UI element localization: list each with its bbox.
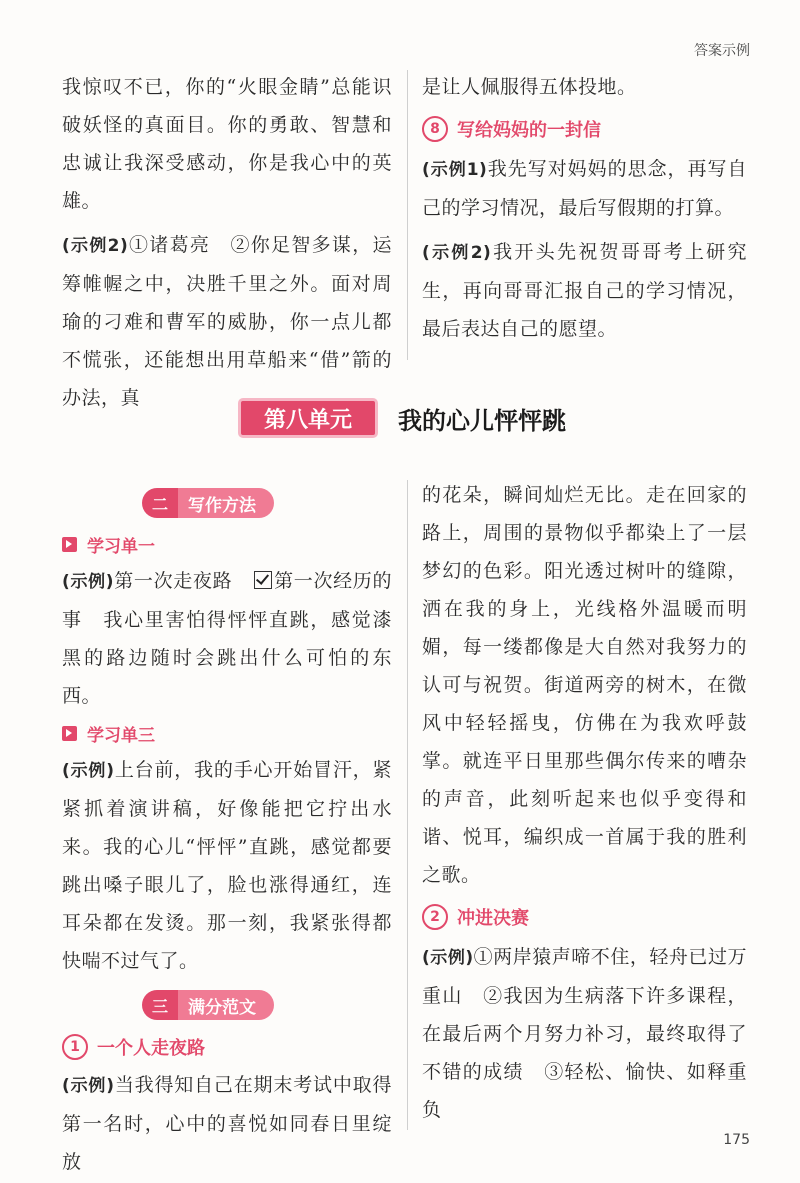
section-heading-8 — [422, 110, 747, 148]
paragraph-text: ①诸葛亮 ②你足智多谋，运筹帷幄之中，决胜千里之外。面对周瑜的刁难和曹军的威胁，你一点儿都不慌张，还能想出用草船来“借”箭的办法，真 — [62, 234, 392, 409]
paragraph — [62, 562, 392, 715]
example-tag: (示例1) — [422, 160, 488, 180]
section-number-badge: 二 — [142, 488, 178, 518]
example-tag: (示例) — [62, 761, 115, 781]
paragraph: 我惊叹不已，你的“火眼金睛”总能识破妖怪的真面目。你的勇敢、智慧和忠诚让我深受感动，你是我心中的英雄。 — [62, 76, 392, 212]
paragraph-text: 我开头先祝贺哥哥考上研究生，再向哥哥汇报自己的学习情况，最后表达自己的愿望。 — [422, 241, 747, 340]
section-label: 写给妈妈的一封信 — [457, 120, 601, 141]
paragraph — [62, 1066, 392, 1181]
number-circle-icon: 2 — [422, 904, 448, 930]
essay-heading-2 — [422, 898, 747, 936]
arrow-right-icon — [62, 726, 77, 741]
bottom-left-column — [62, 478, 392, 1181]
paragraph-text: 我先写对妈妈的思念，再写自己的学习情况，最后写假期的打算。 — [422, 158, 747, 219]
paragraph — [62, 226, 392, 417]
example-tag: (示例) — [62, 572, 115, 592]
paragraph-text: ①两岸猿声啼不住，轻舟已过万重山 ②我因为生病落下许多课程，在最后两个月努力补习，最终取得了不错的成绩 ③轻松、愉快、如释重负 — [422, 946, 747, 1121]
top-left-column — [62, 68, 392, 417]
top-right-column — [422, 68, 747, 348]
unit-badge: 第八单元 — [238, 398, 378, 438]
example-tag: (示例) — [422, 948, 474, 968]
paragraph — [422, 150, 747, 227]
study-sheet-label: 学习单一 — [87, 536, 155, 557]
number-circle-icon: 8 — [422, 116, 448, 142]
essay-label: 一个人走夜路 — [97, 1038, 205, 1059]
paragraph: 是让人佩服得五体投地。 — [422, 76, 637, 98]
example-tag: (示例2) — [422, 243, 492, 263]
arrow-right-icon — [62, 537, 77, 552]
example-tag: (示例2) — [62, 236, 129, 256]
paragraph-text: 第一次走夜路 — [114, 570, 233, 592]
column-divider-bottom — [407, 480, 408, 1130]
paragraph — [62, 751, 392, 980]
example-tag: (示例) — [62, 1076, 115, 1096]
checkmark-icon — [254, 571, 272, 589]
study-sheet-label: 学习单三 — [87, 725, 155, 746]
section-label: 满分范文 — [178, 990, 274, 1020]
paragraph-text: 当我得知自己在期末考试中取得第一名时，心中的喜悦如同春日里绽放 — [62, 1074, 392, 1173]
column-divider-top — [407, 70, 408, 360]
section-heading-3 — [142, 986, 392, 1024]
number-circle-icon: 1 — [62, 1034, 88, 1060]
paragraph-text: 上台前，我的手心开始冒汗，紧紧抓着演讲稿，好像能把它拧出水来。我的心儿“怦怦”直跳，感觉都要跳出嗓子眼儿了，脸也涨得通红，连耳朵都在发烫。那一刻，我紧张得都快喘不过气了。 — [62, 759, 392, 972]
section-heading-2 — [142, 484, 392, 522]
paragraph-text: 第一次经历的事 我心里害怕得怦怦直跳，感觉漆黑的路边随时会跳出什么可怕的东西。 — [62, 570, 392, 707]
section-number-badge: 三 — [142, 990, 178, 1020]
paragraph — [422, 938, 747, 1129]
study-sheet-3-heading — [62, 715, 392, 751]
paragraph — [422, 233, 747, 348]
unit-title: 我的心儿怦怦跳 — [398, 406, 566, 435]
header-label: 答案示例 — [694, 43, 750, 59]
paragraph: 的花朵，瞬间灿烂无比。走在回家的路上，周围的景物似乎都染上了一层梦幻的色彩。阳光透过树叶的缝隙，洒在我的身上，光线格外温暖而明媚，每一缕都像是大自然对我努力的认可与祝贺。街道两旁的树木，在微风中轻轻摇曳，仿佛在为我欢呼鼓掌。就连平日里那些偶尔传来的嘈杂的声音，此刻听起来也似乎变得和谐、悦耳，编织成一首属于我的胜利之歌。 — [422, 484, 747, 886]
essay-heading-1 — [62, 1028, 392, 1066]
essay-label: 冲进决赛 — [457, 908, 529, 929]
page-number: 175 — [723, 1132, 750, 1148]
study-sheet-1-heading — [62, 526, 392, 562]
section-label: 写作方法 — [178, 488, 274, 518]
bottom-right-column — [422, 476, 747, 1129]
